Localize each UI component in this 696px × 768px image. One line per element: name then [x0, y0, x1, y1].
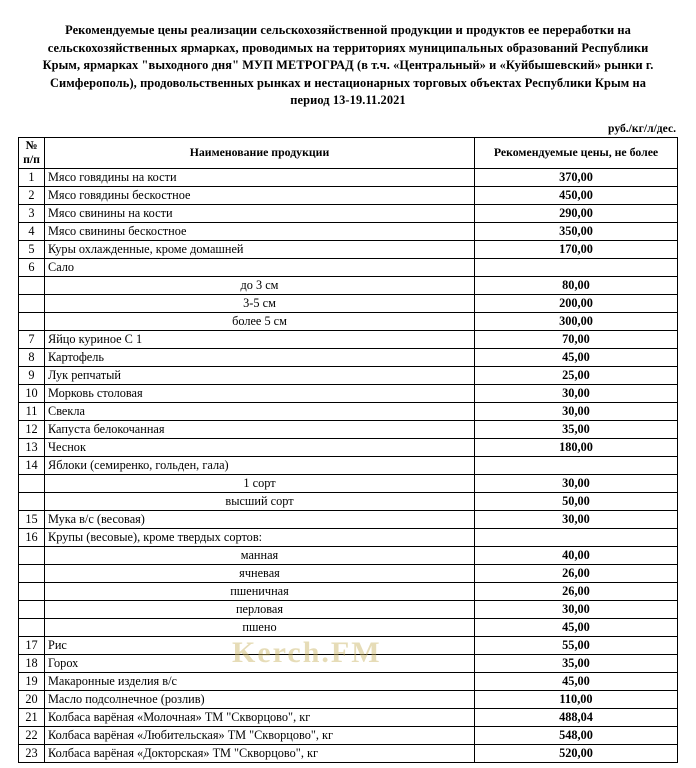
- row-product-name: 3-5 см: [45, 294, 475, 312]
- table-header: [19, 138, 678, 169]
- table-row: [19, 582, 678, 600]
- row-number: 20: [19, 690, 45, 708]
- row-product-name: пшено: [45, 618, 475, 636]
- row-number: 8: [19, 348, 45, 366]
- row-number: 6: [19, 258, 45, 276]
- row-product-name: Свекла: [45, 402, 475, 420]
- table-row: [19, 618, 678, 636]
- row-number: 18: [19, 654, 45, 672]
- row-product-name: Рис: [45, 636, 475, 654]
- row-number: [19, 582, 45, 600]
- table-row: [19, 708, 678, 726]
- row-price: 520,00: [475, 744, 678, 762]
- row-price: 40,00: [475, 546, 678, 564]
- row-number: 21: [19, 708, 45, 726]
- row-number: 1: [19, 168, 45, 186]
- row-number: 13: [19, 438, 45, 456]
- row-product-name: перловая: [45, 600, 475, 618]
- table-row: [19, 492, 678, 510]
- row-price: 55,00: [475, 636, 678, 654]
- row-product-name: Мясо говядины бескостное: [45, 186, 475, 204]
- row-number: [19, 600, 45, 618]
- row-price: 548,00: [475, 726, 678, 744]
- row-number: [19, 564, 45, 582]
- row-number: 9: [19, 366, 45, 384]
- column-header-name: Наименование продукции: [45, 138, 475, 169]
- row-price: 25,00: [475, 366, 678, 384]
- table-header-row: [19, 138, 678, 169]
- row-price: 350,00: [475, 222, 678, 240]
- table-row: [19, 672, 678, 690]
- row-product-name: Картофель: [45, 348, 475, 366]
- row-price: 370,00: [475, 168, 678, 186]
- row-price: 35,00: [475, 420, 678, 438]
- table-row: [19, 168, 678, 186]
- row-number: [19, 294, 45, 312]
- column-header-number: № п/п: [19, 138, 45, 169]
- row-number: 19: [19, 672, 45, 690]
- row-product-name: Лук репчатый: [45, 366, 475, 384]
- row-product-name: ячневая: [45, 564, 475, 582]
- row-price: 170,00: [475, 240, 678, 258]
- row-number: [19, 276, 45, 294]
- row-product-name: Яблоки (семиренко, гольден, гала): [45, 456, 475, 474]
- table-row: [19, 690, 678, 708]
- table-row: [19, 222, 678, 240]
- row-product-name: Горох: [45, 654, 475, 672]
- table-row: [19, 744, 678, 762]
- row-price: 45,00: [475, 348, 678, 366]
- row-number: 14: [19, 456, 45, 474]
- row-number: 2: [19, 186, 45, 204]
- table-row: [19, 348, 678, 366]
- row-product-name: Куры охлажденные, кроме домашней: [45, 240, 475, 258]
- row-price: 30,00: [475, 384, 678, 402]
- row-product-name: Крупы (весовые), кроме твердых сортов:: [45, 528, 475, 546]
- row-product-name: Колбаса варёная «Молочная» ТМ "Скворцово", кг: [45, 708, 475, 726]
- column-header-price: Рекомендуемые цены, не более: [475, 138, 678, 169]
- table-row: [19, 204, 678, 222]
- row-price: 35,00: [475, 654, 678, 672]
- row-price: 110,00: [475, 690, 678, 708]
- row-price: [475, 528, 678, 546]
- table-row: [19, 240, 678, 258]
- table-row: [19, 258, 678, 276]
- row-price: 45,00: [475, 672, 678, 690]
- row-product-name: Колбаса варёная «Докторская» ТМ "Скворцово", кг: [45, 744, 475, 762]
- page-title: Рекомендуемые цены реализации сельскохозяйственной продукции и продуктов ее переработки на сельскохозяйственных ярмарках, проводимых на территориях муниципальных образований Республики Крым, ярмарках "выходного дня" МУП МЕТРОГРАД (в т.ч. «Центральный» и «Куйбышевский» рынки г. Симферополь), продовольственных рынках и нестационарных торговых объектах Республики Крым на период 13-19.11.2021: [42, 23, 654, 108]
- table-row: [19, 600, 678, 618]
- row-price: [475, 258, 678, 276]
- table-row: [19, 186, 678, 204]
- row-product-name: до 3 см: [45, 276, 475, 294]
- table-row: [19, 474, 678, 492]
- row-price: 30,00: [475, 402, 678, 420]
- row-number: 16: [19, 528, 45, 546]
- row-number: 10: [19, 384, 45, 402]
- row-price: 70,00: [475, 330, 678, 348]
- table-row: [19, 564, 678, 582]
- row-product-name: Мука в/с (весовая): [45, 510, 475, 528]
- row-number: 5: [19, 240, 45, 258]
- row-product-name: Чеснок: [45, 438, 475, 456]
- row-price: 450,00: [475, 186, 678, 204]
- row-price: 26,00: [475, 582, 678, 600]
- row-product-name: Мясо свинины на кости: [45, 204, 475, 222]
- watermark: Kerch.FM: [232, 636, 382, 669]
- row-number: [19, 312, 45, 330]
- row-product-name: Яйцо куриное С 1: [45, 330, 475, 348]
- row-product-name: 1 сорт: [45, 474, 475, 492]
- table-row: [19, 546, 678, 564]
- row-product-name: более 5 см: [45, 312, 475, 330]
- row-price: 488,04: [475, 708, 678, 726]
- row-product-name: Колбаса варёная «Любительская» ТМ "Скворцово", кг: [45, 726, 475, 744]
- table-row: [19, 636, 678, 654]
- row-product-name: Капуста белокочанная: [45, 420, 475, 438]
- row-number: 3: [19, 204, 45, 222]
- row-price: 80,00: [475, 276, 678, 294]
- row-price: 26,00: [475, 564, 678, 582]
- row-product-name: высший сорт: [45, 492, 475, 510]
- row-number: [19, 474, 45, 492]
- table-row: [19, 654, 678, 672]
- table-row: [19, 366, 678, 384]
- table-row: [19, 312, 678, 330]
- row-price: 50,00: [475, 492, 678, 510]
- row-number: 7: [19, 330, 45, 348]
- table-row: [19, 294, 678, 312]
- row-price: 180,00: [475, 438, 678, 456]
- table-row: [19, 276, 678, 294]
- table-row: [19, 438, 678, 456]
- row-number: 22: [19, 726, 45, 744]
- row-number: [19, 618, 45, 636]
- table-row: [19, 456, 678, 474]
- row-number: 11: [19, 402, 45, 420]
- row-price: 30,00: [475, 510, 678, 528]
- row-number: 23: [19, 744, 45, 762]
- row-product-name: Сало: [45, 258, 475, 276]
- row-price: [475, 456, 678, 474]
- row-price: 45,00: [475, 618, 678, 636]
- row-price: 200,00: [475, 294, 678, 312]
- row-product-name: Морковь столовая: [45, 384, 475, 402]
- table-row: [19, 420, 678, 438]
- row-price: 290,00: [475, 204, 678, 222]
- table-row: [19, 402, 678, 420]
- row-product-name: Мясо говядины на кости: [45, 168, 475, 186]
- row-product-name: Масло подсолнечное (розлив): [45, 690, 475, 708]
- table-row: [19, 528, 678, 546]
- row-number: 15: [19, 510, 45, 528]
- row-product-name: Макаронные изделия в/с: [45, 672, 475, 690]
- row-price: 30,00: [475, 474, 678, 492]
- table-row: [19, 330, 678, 348]
- row-number: 17: [19, 636, 45, 654]
- row-price: 30,00: [475, 600, 678, 618]
- units-label: руб./кг/л/дес.: [608, 122, 676, 136]
- row-number: 12: [19, 420, 45, 438]
- table-row: [19, 726, 678, 744]
- row-number: [19, 492, 45, 510]
- row-number: 4: [19, 222, 45, 240]
- table-row: [19, 384, 678, 402]
- table-row: [19, 510, 678, 528]
- row-product-name: манная: [45, 546, 475, 564]
- price-table: [18, 137, 678, 763]
- row-price: 300,00: [475, 312, 678, 330]
- row-number: [19, 546, 45, 564]
- row-product-name: Мясо свинины бескостное: [45, 222, 475, 240]
- table-body: [19, 168, 678, 762]
- row-product-name: пшеничная: [45, 582, 475, 600]
